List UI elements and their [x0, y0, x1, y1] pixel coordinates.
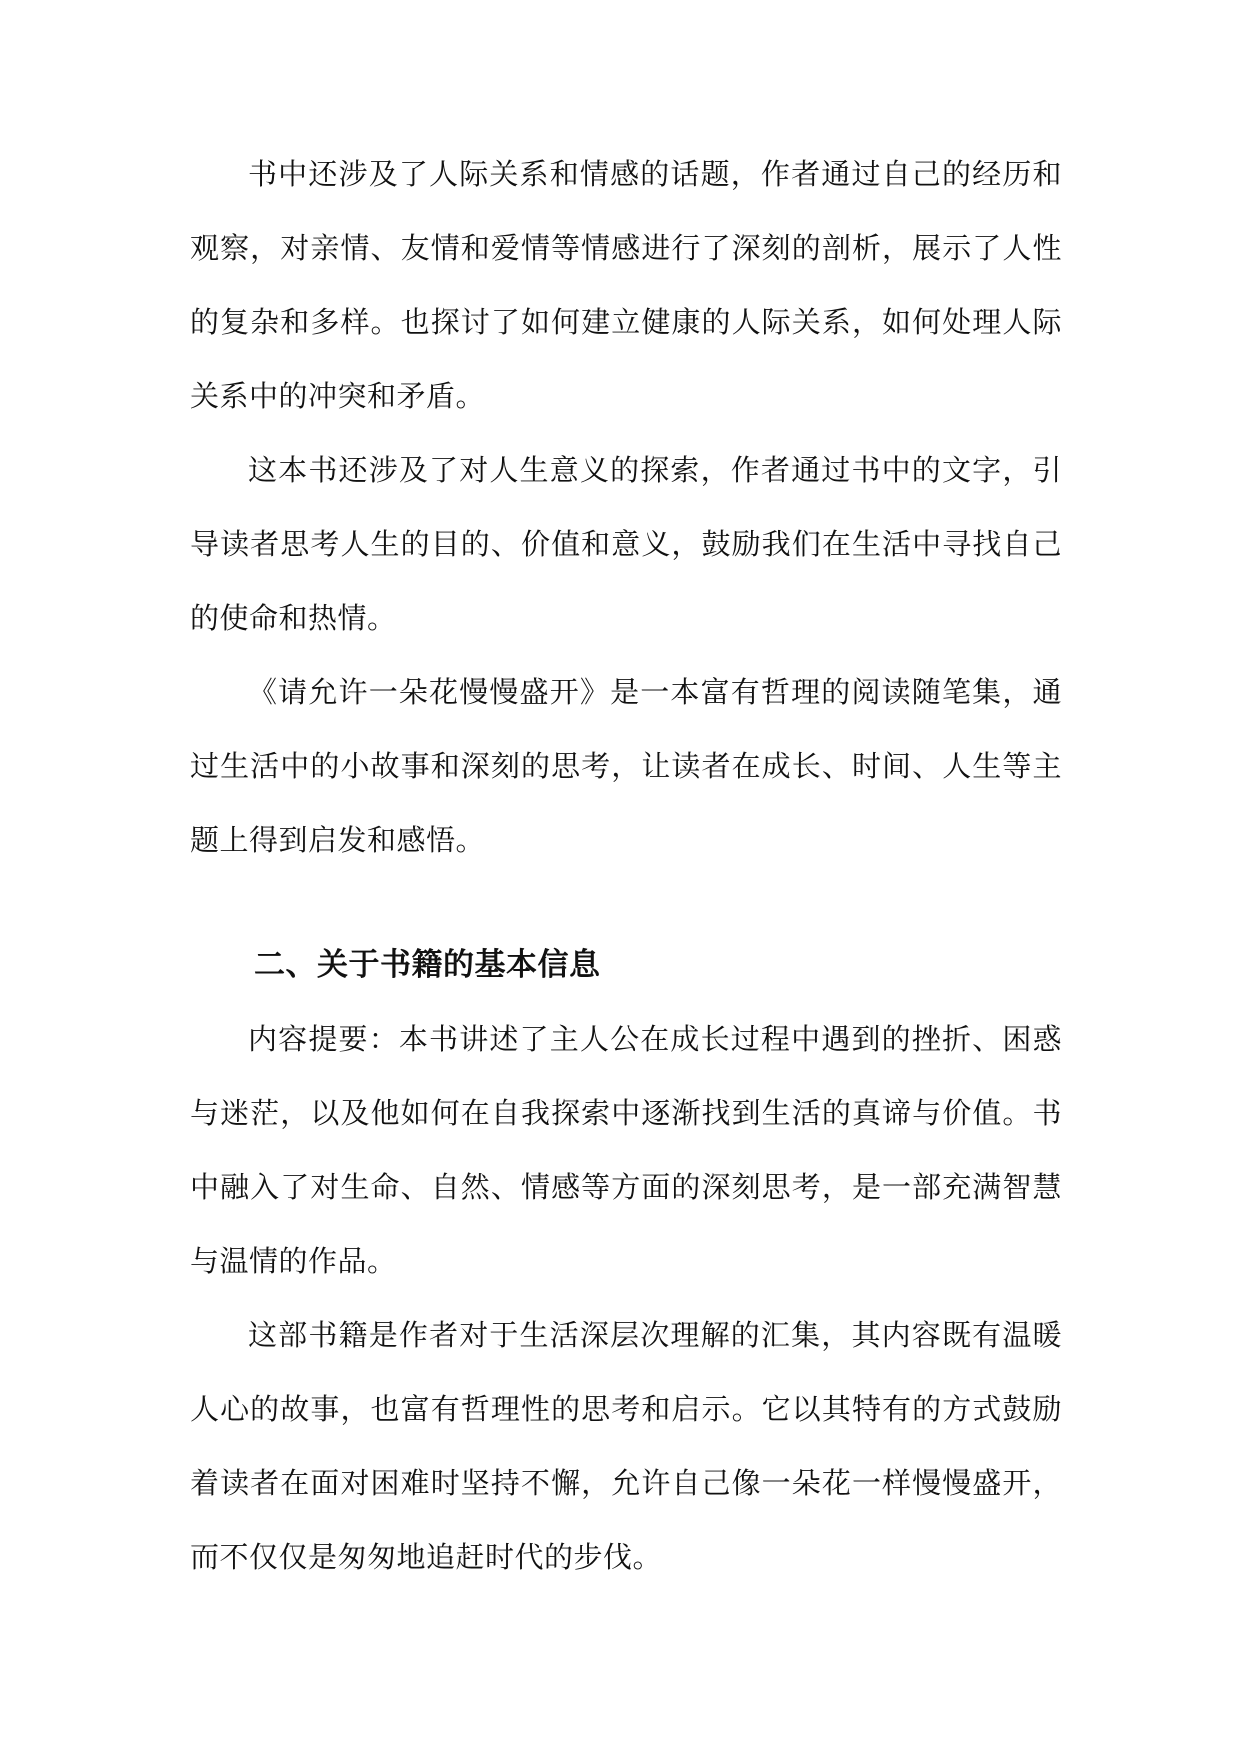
paragraph-content-synopsis: 内容提要：本书讲述了主人公在成长过程中遇到的挫折、困惑与迷茫，以及他如何在自我探索中逐渐找到生活的真谛与价值。书中融入了对生命、自然、情感等方面的深刻思考，是一部充满智慧与温情的作品。 — [190, 1022, 1062, 1278]
section-heading-basic-info: 二、关于书籍的基本信息 — [254, 947, 601, 983]
paragraph-book-summary: 《请允许一朵花慢慢盛开》是一本富有哲理的阅读随笔集，通过生活中的小故事和深刻的思考，让读者在成长、时间、人生等主题上得到启发和感悟。 — [190, 675, 1062, 857]
paragraph-relationships: 书中还涉及了人际关系和情感的话题，作者通过自己的经历和观察，对亲情、友情和爱情等情感进行了深刻的剖析，展示了人性的复杂和多样。也探讨了如何建立健康的人际关系，如何处理人际关系中的冲突和矛盾。 — [190, 157, 1062, 413]
paragraph-life-meaning: 这本书还涉及了对人生意义的探索，作者通过书中的文字，引导读者思考人生的目的、价值和意义，鼓励我们在生活中寻找自己的使命和热情。 — [190, 453, 1062, 635]
paragraph-book-value: 这部书籍是作者对于生活深层次理解的汇集，其内容既有温暖人心的故事，也富有哲理性的思考和启示。它以其特有的方式鼓励着读者在面对困难时坚持不懈，允许自己像一朵花一样慢慢盛开，而不仅仅是匆匆地追赶时代的步伐。 — [190, 1318, 1062, 1574]
page-content — [190, 137, 1062, 1594]
